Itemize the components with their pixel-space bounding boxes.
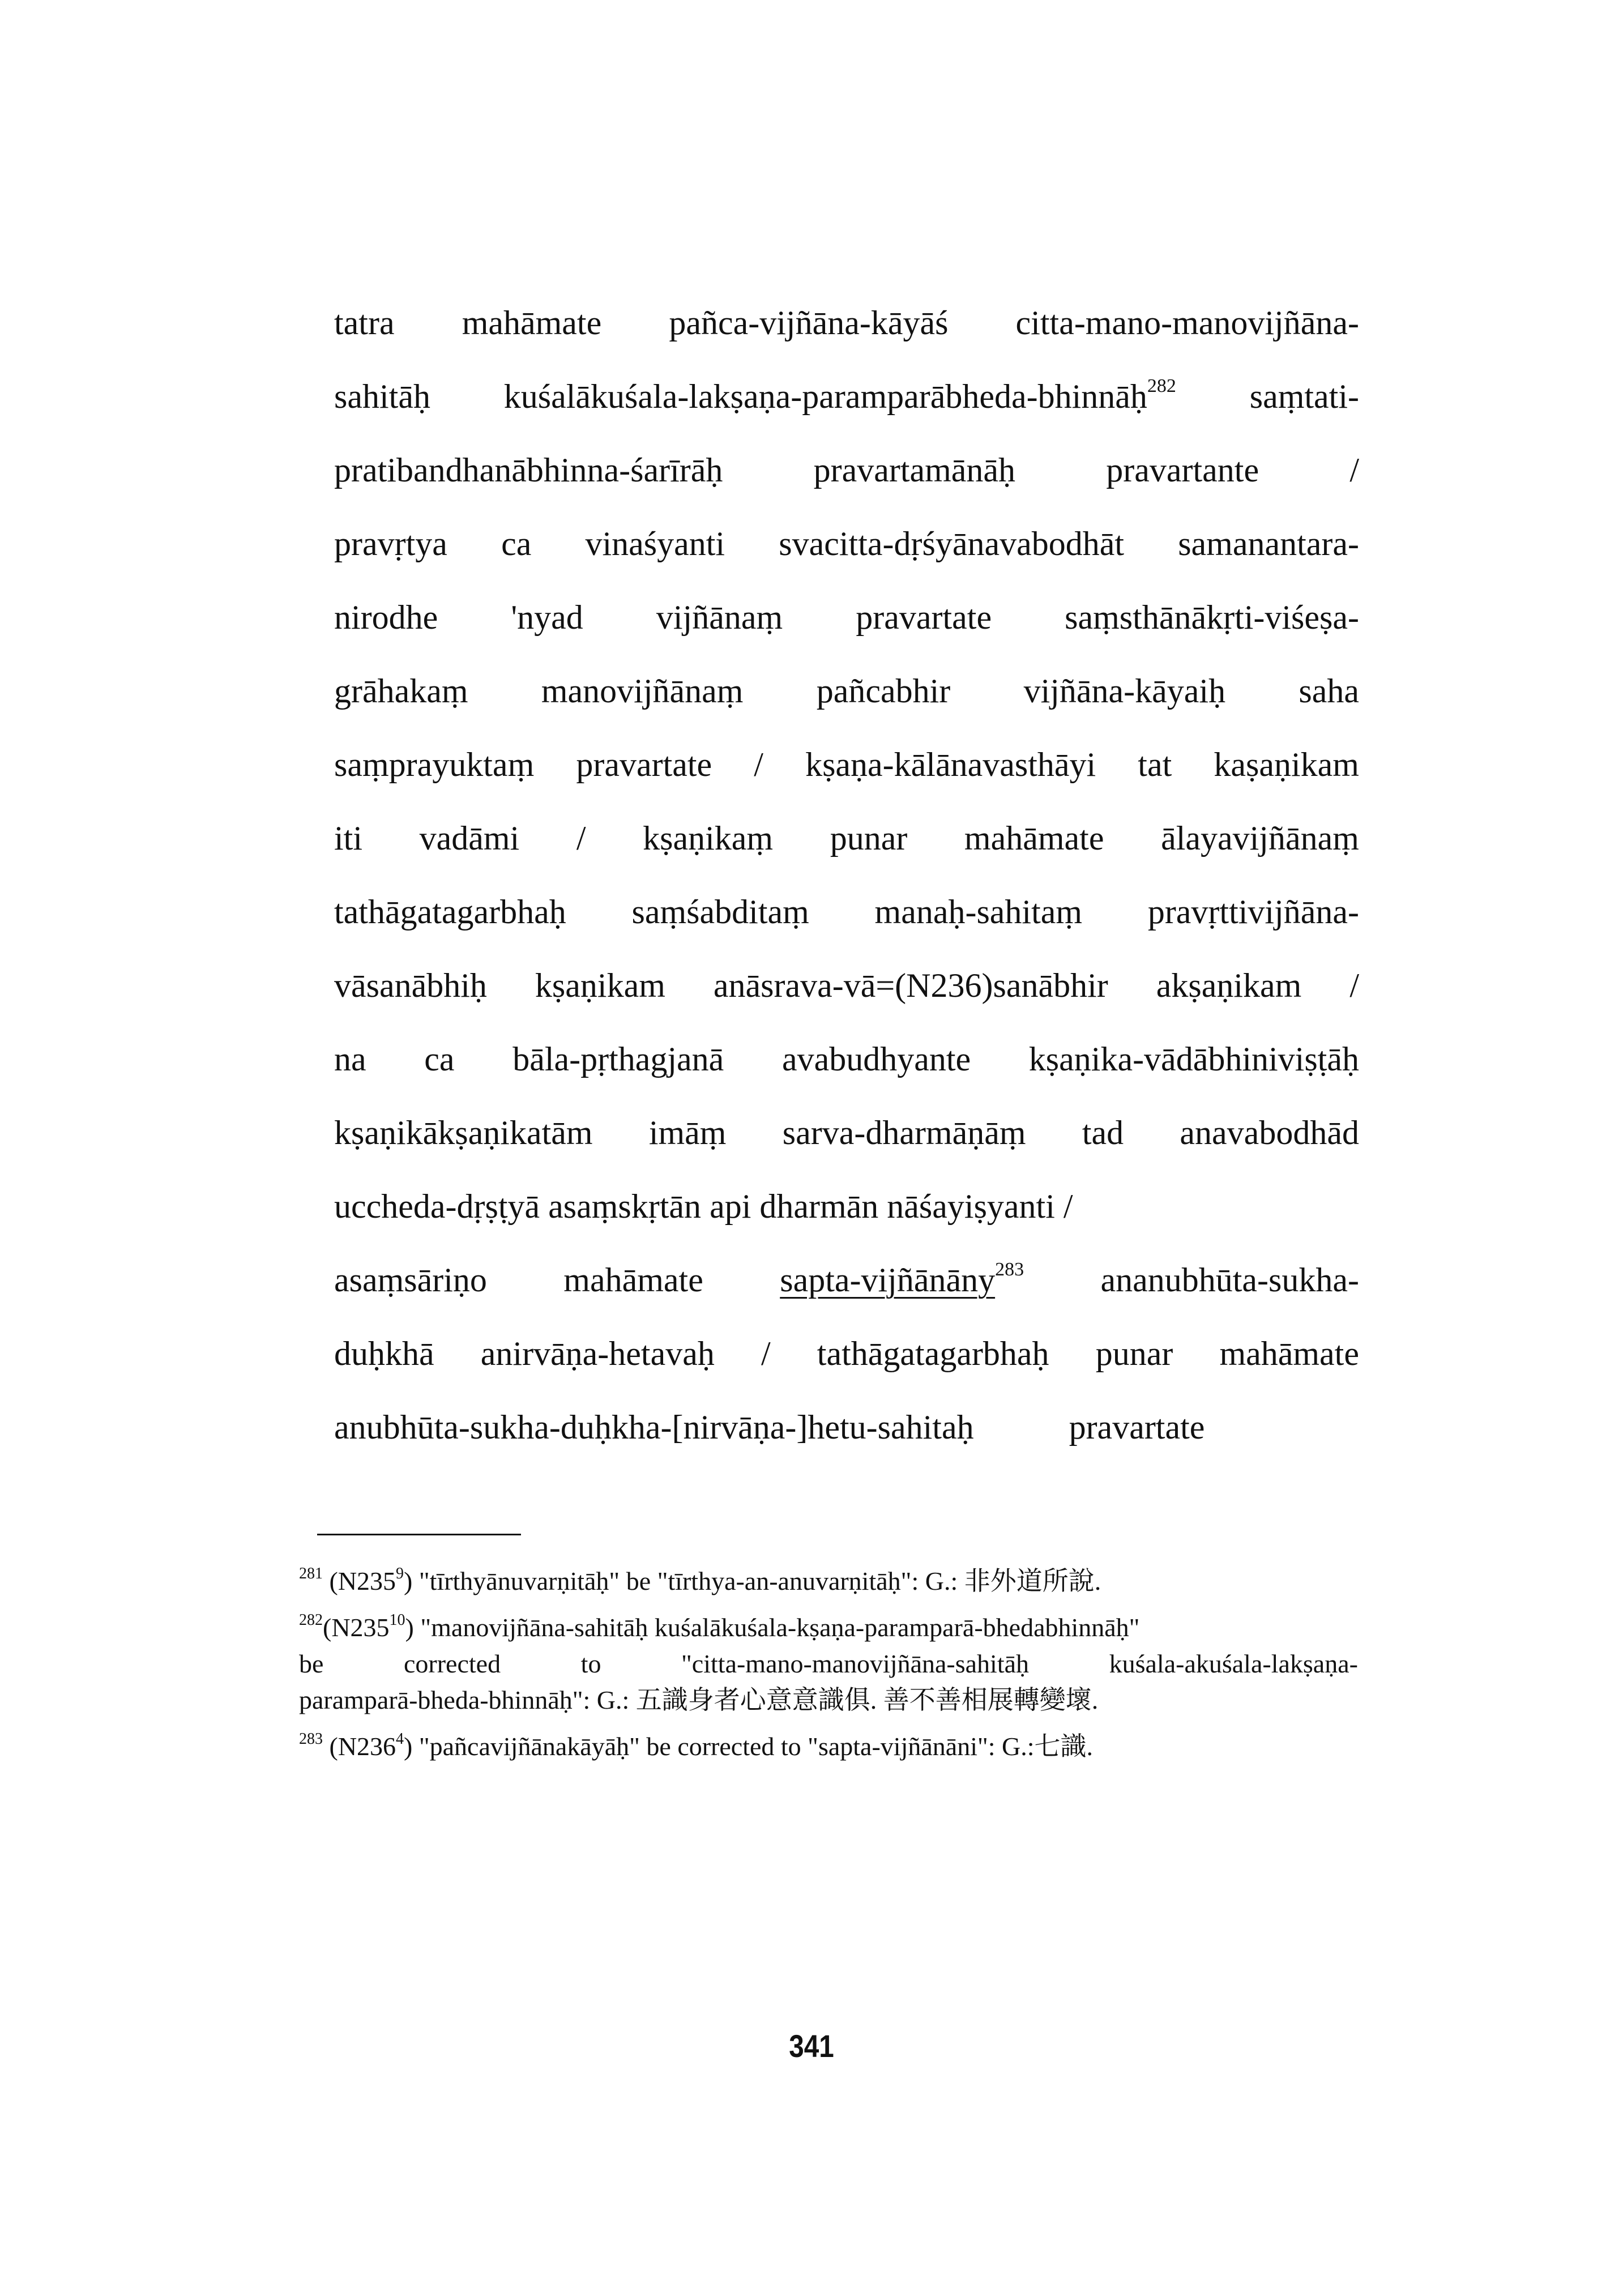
word: api — [710, 1188, 751, 1225]
word: nirodhe — [334, 599, 438, 636]
word: asaṃskṛtān — [548, 1188, 702, 1225]
footnote-282 — [299, 1610, 1358, 1718]
word: / — [1349, 451, 1359, 489]
footnote-text: paramparā-bheda-bhinnāḥ": G.: 五識身者心意意識俱. 善不善相展轉變壞. — [299, 1685, 1099, 1714]
footnote-number: 282 — [299, 1611, 323, 1629]
word: saha — [1299, 672, 1359, 710]
text-line-15 — [334, 1317, 1359, 1390]
word: citta-mano-manovijñāna- — [1015, 304, 1359, 342]
text-line-16 — [334, 1390, 1359, 1464]
word: pravṛtya — [334, 525, 447, 562]
word: pravartate — [1069, 1409, 1205, 1446]
word: sahitāḥ — [334, 378, 430, 415]
word: mahāmate — [563, 1261, 703, 1299]
word: manovijñānaṃ — [541, 672, 744, 710]
word: corrected — [404, 1649, 501, 1678]
word: mahāmate — [964, 820, 1104, 857]
footnote-ref-282: 282 — [1147, 375, 1176, 396]
word: anavabodhād — [1180, 1114, 1359, 1151]
footnote-text: ) "tīrthyānuvarṇitāḥ" be "tīrthya-an-anuvarṇitāḥ": G.: 非外道所說. — [404, 1567, 1101, 1595]
text-line-12 — [334, 1096, 1359, 1170]
word: na — [334, 1040, 366, 1078]
text-line-4 — [334, 507, 1359, 581]
word: imāṃ — [648, 1114, 727, 1151]
word: anāsrava-vā=(N236)sanābhir — [713, 967, 1108, 1004]
text-line-6 — [334, 654, 1359, 728]
word: grāhakaṃ — [334, 672, 468, 710]
text-line-7 — [334, 728, 1359, 801]
word: saṃtati- — [1249, 378, 1359, 415]
text-line-11 — [334, 1022, 1359, 1096]
word: tad — [1082, 1114, 1124, 1151]
word: / — [754, 746, 763, 783]
word: svacitta-dṛśyānavabodhāt — [779, 525, 1125, 562]
footnote-ref-283: 283 — [995, 1259, 1024, 1280]
text-line-13 — [334, 1170, 1359, 1243]
word: uccheda-dṛṣṭyā — [334, 1188, 540, 1225]
word: 'nyad — [511, 599, 583, 636]
footnote-ref-sup: 10 — [389, 1611, 405, 1629]
footnote-281 — [299, 1563, 1358, 1599]
word: pravṛttivijñāna- — [1147, 893, 1359, 931]
word: kuśalākuśala-lakṣaṇa-paramparābheda-bhinnāḥ — [503, 378, 1147, 415]
word: saṃśabditaṃ — [631, 893, 809, 931]
word: / — [1349, 967, 1359, 1004]
word: pravartate — [856, 599, 992, 636]
word: mahāmate — [462, 304, 602, 342]
text-line-8 — [334, 801, 1359, 875]
underlined-word: sapta-vijñānāny — [780, 1261, 996, 1299]
word: saṃsthānākṛti-viśeṣa- — [1065, 599, 1359, 636]
footnote-number: 283 — [299, 1730, 323, 1748]
word: pratibandhanābhinna-śarīrāḥ — [334, 451, 723, 489]
word: asaṃsāriṇo — [334, 1261, 487, 1299]
word: pravartate — [576, 746, 712, 783]
word: ca — [424, 1040, 455, 1078]
word: kṣaṇikākṣaṇikatām — [334, 1114, 593, 1151]
word: bāla-pṛthagjanā — [512, 1040, 724, 1078]
word: tat — [1138, 746, 1172, 783]
word: vāsanābhiḥ — [334, 967, 487, 1004]
footnote-282-line-3 — [299, 1682, 1358, 1718]
word: ca — [501, 525, 532, 562]
word: punar — [830, 820, 908, 857]
word: kṣaṇikaṃ — [643, 820, 774, 857]
text-line-2 — [334, 360, 1359, 433]
word: vijñānaṃ — [656, 599, 783, 636]
word: tathāgatagarbhaḥ — [817, 1335, 1049, 1372]
word: dharmān — [759, 1188, 879, 1225]
word: to — [580, 1649, 601, 1678]
word: avabudhyante — [781, 1040, 971, 1078]
text-line-10 — [334, 949, 1359, 1022]
word: pravartamānāḥ — [813, 451, 1016, 489]
word: duḥkhā — [334, 1335, 434, 1372]
footnote-separator — [317, 1534, 521, 1535]
text-line-3 — [334, 433, 1359, 507]
word: / — [576, 820, 586, 857]
footnote-ref-sup: 9 — [396, 1565, 404, 1582]
word: pravartante — [1106, 451, 1259, 489]
word: samanantara- — [1178, 525, 1359, 562]
word: manaḥ-sahitaṃ — [874, 893, 1083, 931]
word: kṣaṇa-kālānavasthāyi — [805, 746, 1096, 783]
word: pañca-vijñāna-kāyāś — [669, 304, 949, 342]
word: anubhūta-sukha-duḥkha-[nirvāṇa-]hetu-sahitaḥ — [334, 1409, 974, 1446]
word: mahāmate — [1219, 1335, 1359, 1372]
word: kuśala-akuśala-lakṣaṇa- — [1109, 1649, 1358, 1678]
footnote-text: ) "pañcavijñānakāyāḥ" be corrected to "sapta-vijñānāni": G.:七識. — [404, 1732, 1094, 1761]
word-with-footnote-ref — [780, 1243, 1024, 1317]
page-number: 341 — [789, 2028, 834, 2064]
word: / — [761, 1335, 771, 1372]
text-line-9 — [334, 875, 1359, 949]
word: kaṣaṇikam — [1214, 746, 1359, 783]
footnote-ref: (N235 — [329, 1567, 396, 1595]
text-line-5 — [334, 581, 1359, 654]
word: nāśayiṣyanti — [887, 1188, 1055, 1225]
word: kṣaṇikam — [535, 967, 665, 1004]
word-with-footnote-ref — [504, 360, 1176, 433]
word: ananubhūta-sukha- — [1100, 1261, 1359, 1299]
word: tatra — [334, 304, 395, 342]
word: iti — [334, 820, 363, 857]
word: / — [1063, 1188, 1073, 1225]
footnote-ref-sup: 4 — [396, 1730, 404, 1748]
footnote-282-line-2 — [299, 1646, 1358, 1682]
word: tathāgatagarbhaḥ — [334, 893, 566, 931]
word: be — [299, 1649, 324, 1678]
word: vadāmi — [419, 820, 520, 857]
footnote-282-line-1 — [299, 1610, 1358, 1646]
footnote-number: 281 — [299, 1565, 323, 1582]
footnote-ref: (N235 — [323, 1613, 390, 1642]
word: kṣaṇika-vādābhiniviṣṭāḥ — [1028, 1040, 1359, 1078]
word: saṃprayuktaṃ — [334, 746, 535, 783]
word: sarva-dharmāṇāṃ — [782, 1114, 1026, 1151]
footnote-283 — [299, 1729, 1358, 1765]
word: ālayavijñānaṃ — [1161, 820, 1359, 857]
word: akṣaṇikam — [1156, 967, 1302, 1004]
footnotes — [299, 1563, 1358, 1765]
word: anirvāṇa-hetavaḥ — [480, 1335, 715, 1372]
footnote-ref: (N236 — [329, 1732, 396, 1761]
text-line-14 — [334, 1243, 1359, 1317]
word: punar — [1095, 1335, 1173, 1372]
word: vijñāna-kāyaiḥ — [1023, 672, 1226, 710]
text-line-1 — [334, 286, 1359, 360]
word: pañcabhir — [816, 672, 951, 710]
main-text-block — [334, 286, 1359, 1464]
word: "citta-mano-manovijñāna-sahitāḥ — [681, 1649, 1030, 1678]
footnote-text: ) "manovijñāna-sahitāḥ kuśalākuśala-kṣaṇa-paramparā-bhedabhinnāḥ" — [405, 1613, 1140, 1642]
word: vinaśyanti — [585, 525, 725, 562]
